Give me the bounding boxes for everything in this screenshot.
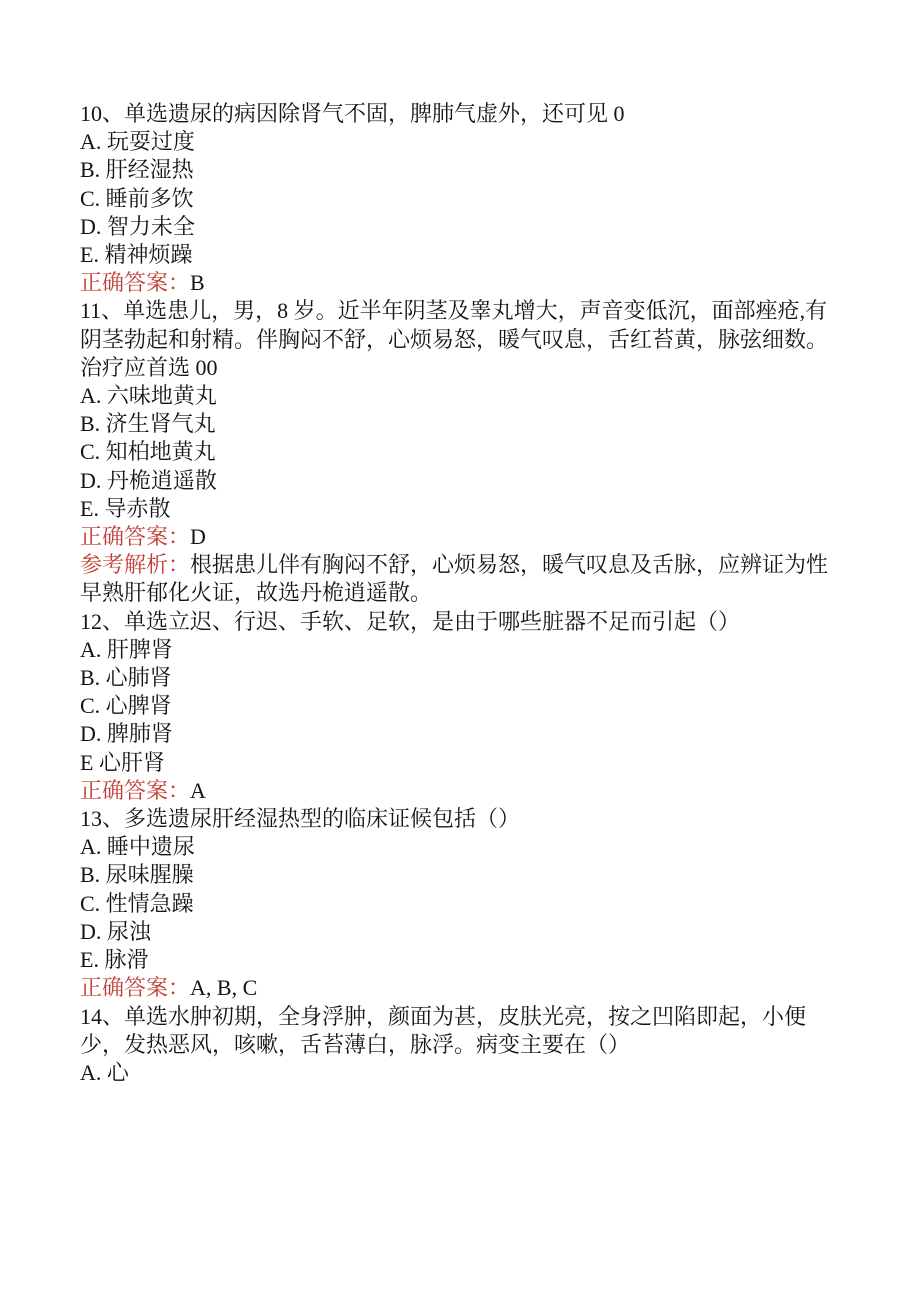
question-11-option-e: E. 导赤散 xyxy=(80,495,171,521)
question-14-option-a: A. 心 xyxy=(80,1059,129,1085)
answer-label: 正确答案： xyxy=(80,975,191,1001)
question-10-option-c: C. 睡前多饮 xyxy=(80,185,194,211)
analysis-label: 参考解析： xyxy=(80,552,191,578)
answer-value: A xyxy=(190,777,206,803)
question-11-answer-line xyxy=(80,523,845,551)
question-12-option-d: D. 脾肺肾 xyxy=(80,721,173,747)
question-13-stem: 13、多选遗尿肝经湿热型的临床证候包括（） xyxy=(80,806,521,832)
answer-value: A, B, C xyxy=(190,975,258,1001)
question-12-option-a: A. 肝脾肾 xyxy=(80,636,173,662)
question-11-option-b: B. 济生肾气丸 xyxy=(80,411,216,437)
answer-label: 正确答案： xyxy=(80,777,191,803)
question-12-option-c: C. 心脾肾 xyxy=(80,693,172,719)
question-13-answer-line xyxy=(80,974,845,1002)
question-12-answer-line xyxy=(80,777,845,805)
question-12-option-e: E 心肝肾 xyxy=(80,749,165,775)
answer-label: 正确答案： xyxy=(80,524,191,550)
question-13-option-a: A. 睡中遗尿 xyxy=(80,834,195,860)
question-13-option-c: C. 性情急躁 xyxy=(80,890,194,916)
question-14-stem: 14、单选水肿初期，全身浮肿，颜面为甚，皮肤光亮，按之凹陷即起，小便少，发热恶风，咳嗽，舌苔薄白，脉浮。病变主要在（） xyxy=(80,1003,807,1057)
question-11-stem: 11、单选患儿，男，8 岁。近半年阴茎及睾丸增大，声音变低沉，面部痤疮,有阴茎勃起和射精。伴胸闷不舒，心烦易怒，暖气叹息，舌红苔黄，脉弦细数。治疗应首选 00 xyxy=(80,298,829,380)
question-11-analysis-line xyxy=(80,551,845,607)
question-10-answer-line xyxy=(80,269,845,297)
question-12-option-b: B. 心肺肾 xyxy=(80,665,172,691)
question-10-stem: 10、单选遗尿的病因除肾气不固，脾肺气虚外，还可见 0 xyxy=(80,101,625,126)
question-10-option-d: D. 智力未全 xyxy=(80,213,195,239)
question-10 xyxy=(80,100,845,297)
question-11 xyxy=(80,297,845,607)
analysis-text: 根据患儿伴有胸闷不舒，心烦易怒，暖气叹息及舌脉，应辨证为性早熟肝郁化火证，故选丹桅逍遥散。 xyxy=(80,552,829,606)
question-13-option-e: E. 脉滑 xyxy=(80,947,149,973)
question-13-option-b: B. 尿味腥臊 xyxy=(80,862,194,888)
answer-value: B xyxy=(190,270,205,296)
answer-value: D xyxy=(190,524,206,550)
question-11-option-c: C. 知柏地黄丸 xyxy=(80,439,216,465)
question-11-option-d: D. 丹桅逍遥散 xyxy=(80,467,217,493)
question-11-option-a: A. 六味地黄丸 xyxy=(80,383,217,409)
question-14 xyxy=(80,1003,845,1088)
question-12 xyxy=(80,608,845,805)
question-12-stem: 12、单选立迟、行迟、手软、足软，是由于哪些脏器不足而引起（） xyxy=(80,608,741,634)
question-10-option-e: E. 精神烦躁 xyxy=(80,242,193,268)
question-10-option-b: B. 肝经湿热 xyxy=(80,157,194,183)
answer-label: 正确答案： xyxy=(80,270,191,296)
question-13 xyxy=(80,805,845,1002)
question-10-option-a: A. 玩耍过度 xyxy=(80,129,195,155)
question-13-option-d: D. 尿浊 xyxy=(80,918,151,944)
